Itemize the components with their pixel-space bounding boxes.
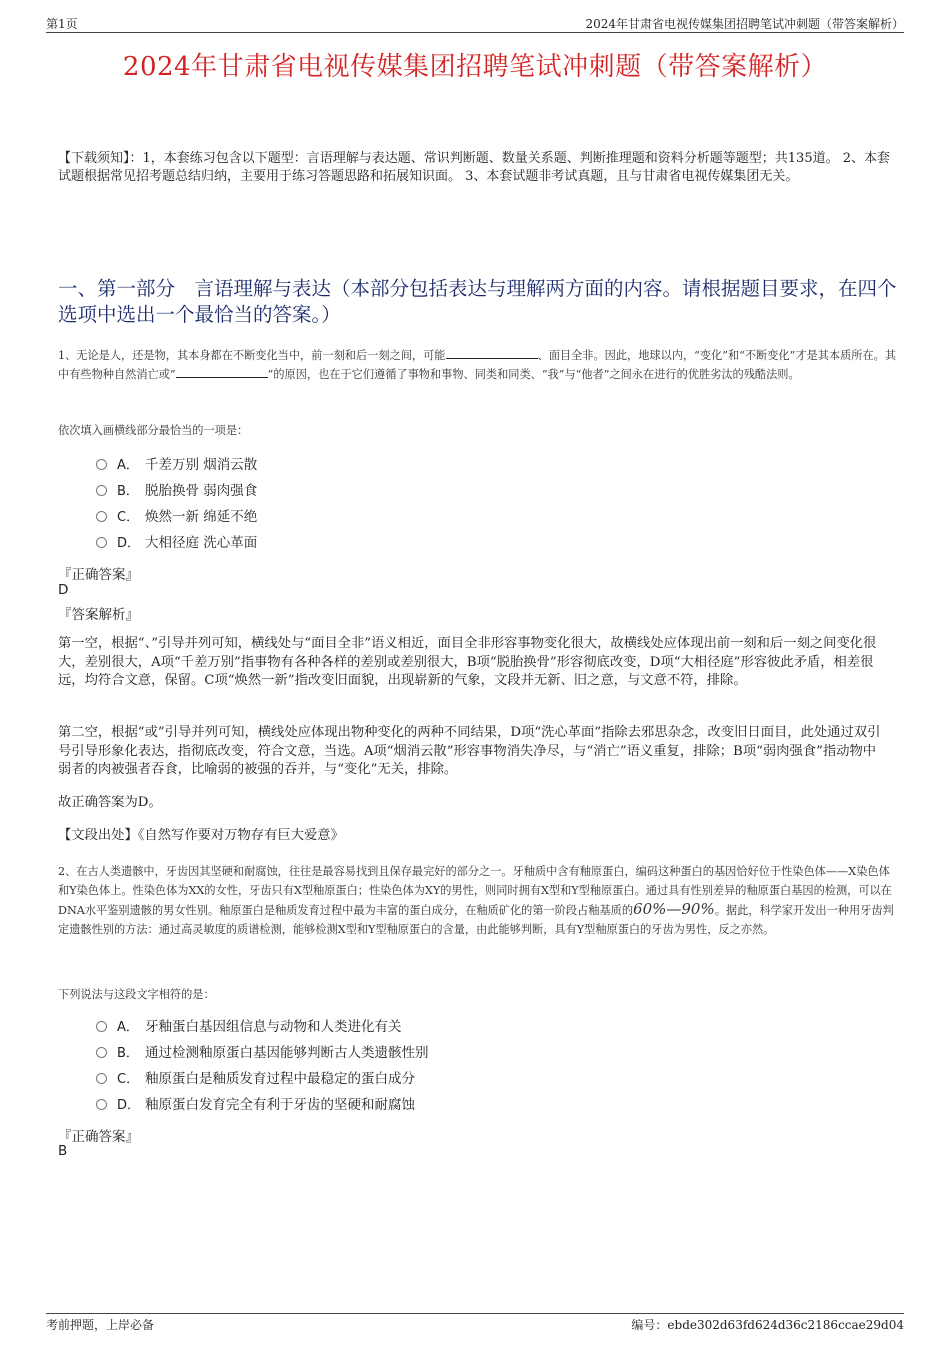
answer-label: 『正确答案』 [58,567,139,583]
option-c[interactable]: C． 釉原蛋白是釉质发育过程中最稳定的蛋白成分 [96,1066,429,1092]
section-heading: 一、第一部分 言语理解与表达（本部分包括表达与理解两方面的内容。请根据题目要求，在四个选项中选出一个最恰当的答案。） [58,277,897,326]
question-1-options [96,452,257,556]
radio-icon[interactable] [96,1047,107,1058]
download-notice: 【下载须知】：1，本套练习包含以下题型：言语理解与表达题、常识判断题、数量关系题、判断推理题和资料分析题等题型；共135道。 2、本套试题根据常见招考题总结归纳，主要用于练习答题思路和拓展知识面。 3、本套试题非考试真题，且与甘肃省电视传媒集团无关。 [58,151,890,184]
question-2-options [96,1014,429,1118]
analysis-conclusion: 故正确答案为D。 [58,795,162,810]
option-c[interactable]: C． 焕然一新 绵延不绝 [96,504,257,530]
analysis-paragraph-2: 第二空，根据“或”引导并列可知，横线处应体现出物种变化的两种不同结果，D项“洗心革面”指除去邪思杂念，改变旧日面目，此处通过双引号引导形象化表达，指彻底改变，符合文意，当选。A项“烟消云散”形容事物消失净尽，与“消亡”语义重复，排除；B项“弱肉强食”指动物中弱者的肉被强者吞食，比喻弱的被强的吞并，与“变化”无关，排除。 [58,725,881,777]
question-2-part-b: 。据此，科学家开发出一种用牙齿判定遗骸性别的方法：通过高灵敏度的质谱检测，能够检测X型和Y型釉原蛋白的含量，由此能够判断，具有Y型釉原蛋白的牙齿为男性，反之亦然。 [58,904,894,936]
question-1-part-b: 、面目全非。因此，地球以内，“变化”和“不断变化”才是其本质所在。其中有些物种自然消亡或“ [58,349,897,381]
blank-1 [446,348,538,359]
option-d[interactable]: D． 大相径庭 洗心革面 [96,530,257,556]
radio-icon[interactable] [96,459,107,470]
question-1-part-a: 1、无论是人，还是物，其本身都在不断变化当中，前一刻和后一刻之间，可能 [58,349,446,362]
radio-icon[interactable] [96,1073,107,1084]
footer-slogan: 考前押题，上岸必备 [46,1318,155,1332]
page-number: 第1页 [46,17,78,31]
page-header [46,14,904,33]
radio-icon[interactable] [96,511,107,522]
option-d[interactable]: D． 釉原蛋白发育完全有利于牙齿的坚硬和耐腐蚀 [96,1092,429,1118]
option-a[interactable]: A． 千差万别 烟消云散 [96,452,257,478]
radio-icon[interactable] [96,537,107,548]
document-id: 编号：ebde302d63fd624d36c2186ccae29d04 [631,1318,904,1332]
radio-icon[interactable] [96,1021,107,1032]
header-doc-title: 2024年甘肃省电视传媒集团招聘笔试冲刺题（带答案解析） [585,17,904,31]
answer-label: 『正确答案』 [58,1129,139,1145]
question-1-part-c: ”的原因，也在于它们遵循了事物和事物、同类和同类、“我”与“他者”之间永在进行的优胜劣汰的残酷法则。 [267,368,800,381]
question-2-prompt: 下列说法与这段文字相符的是： [58,988,215,1001]
option-a[interactable]: A． 牙釉蛋白基因组信息与动物和人类进化有关 [96,1014,429,1040]
radio-icon[interactable] [96,485,107,496]
option-b[interactable]: B． 通过检测釉原蛋白基因能够判断古人类遗骸性别 [96,1040,429,1066]
percentage-range: 60%—90% [633,900,715,918]
question-1-text [58,346,898,384]
blank-2 [176,367,268,378]
answer-value: D [58,582,69,598]
analysis-paragraph-1: 第一空，根据“、”引导并列可知，横线处与“面目全非”语义相近，面目全非形容事物变化很大，故横线处应体现出前一刻和后一刻之间变化很大，差别很大，A项“千差万别”指事物有各种各样的差别或差别很大，B项“脱胎换骨”形容彻底改变，D项“大相径庭”形容彼此矛盾，相差很远，均符合文意，保留。C项“焕然一新”指改变旧面貌，出现崭新的气象，文段并无新、旧之意，与文意不符，排除。 [58,636,877,688]
source-citation: 【文段出处】《自然写作要对万物存有巨大爱意》 [58,828,344,843]
analysis-label: 『答案解析』 [58,607,139,623]
radio-icon[interactable] [96,1099,107,1110]
page-footer [46,1313,904,1332]
question-2-part-a: 2、在古人类遗骸中，牙齿因其坚硬和耐腐蚀，往往是最容易找到且保存最完好的部分之一。牙釉质中含有釉原蛋白，编码这种蛋白的基因恰好位于性染色体——X染色体和Y染色体上。性染色体为XX的女性，牙齿只有X型釉原蛋白；性染色体为XY的男性，则同时拥有X型和Y型釉原蛋白。通过具有性别差异的釉原蛋白基因的检测，可以在DNA水平鉴别遗骸的男女性别。釉原蛋白是釉质发育过程中最为丰富的蛋白成分，在釉质矿化的第一阶段占釉基质的 [58,865,892,917]
option-b[interactable]: B． 脱胎换骨 弱肉强食 [96,478,257,504]
document-title: 2024年甘肃省电视传媒集团招聘笔试冲刺题（带答案解析） [122,52,828,82]
question-2-text [58,862,898,939]
question-1-prompt: 依次填入画横线部分最恰当的一项是： [58,424,249,437]
answer-value: B [58,1143,68,1159]
